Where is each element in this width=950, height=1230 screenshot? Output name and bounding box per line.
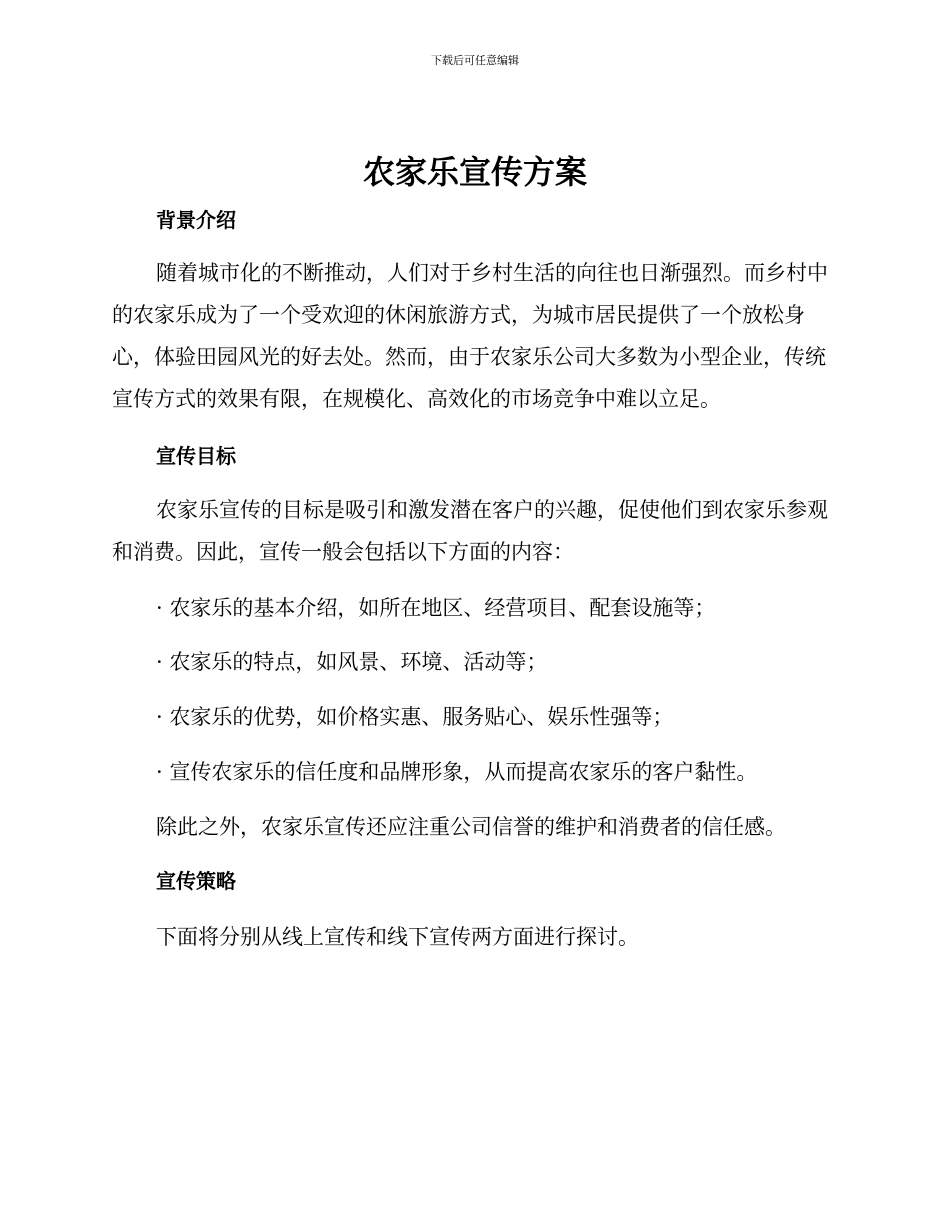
goals-bullet-item: · 农家乐的优势，如价格实惠、服务贴心、娱乐性强等； xyxy=(156,705,674,729)
goals-paragraph: 农家乐宣传的目标是吸引和激发潜在客户的兴趣，促使他们到农家乐参观和消费。因此，宣传一般会包括以下方面的内容： xyxy=(112,498,828,564)
strategy-intro-text: 下面将分别从线上宣传和线下宣传两方面进行探讨。 xyxy=(156,925,639,949)
document-title: 农家乐宣传方案 xyxy=(362,153,587,191)
goals-bullet-item: · 宣传农家乐的信任度和品牌形象，从而提高农家乐的客户黏性。 xyxy=(156,760,758,784)
section-heading-background: 背景介绍 xyxy=(156,208,236,232)
background-paragraph: 随着城市化的不断推动，人们对于乡村生活的向往也日渐强烈。而乡村中的农家乐成为了一个受欢迎的休闲旅游方式，为城市居民提供了一个放松身心，体验田园风光的好去处。然而，由于农家乐公司大多数为小型企业，传统宣传方式的效果有限，在规模化、高效化的市场竞争中难以立足。 xyxy=(112,261,828,411)
goals-closing-text: 除此之外，农家乐宣传还应注重公司信誉的维护和消费者的信任感。 xyxy=(156,815,786,839)
section-heading-strategy: 宣传策略 xyxy=(156,869,236,893)
page-header-note: 下载后可任意编辑 xyxy=(431,54,519,67)
goals-bullet-item: · 农家乐的特点，如风景、环境、活动等； xyxy=(156,650,548,674)
goals-bullet-item: · 农家乐的基本介绍，如所在地区、经营项目、配套设施等； xyxy=(156,596,716,620)
section-heading-goals: 宣传目标 xyxy=(156,444,236,468)
